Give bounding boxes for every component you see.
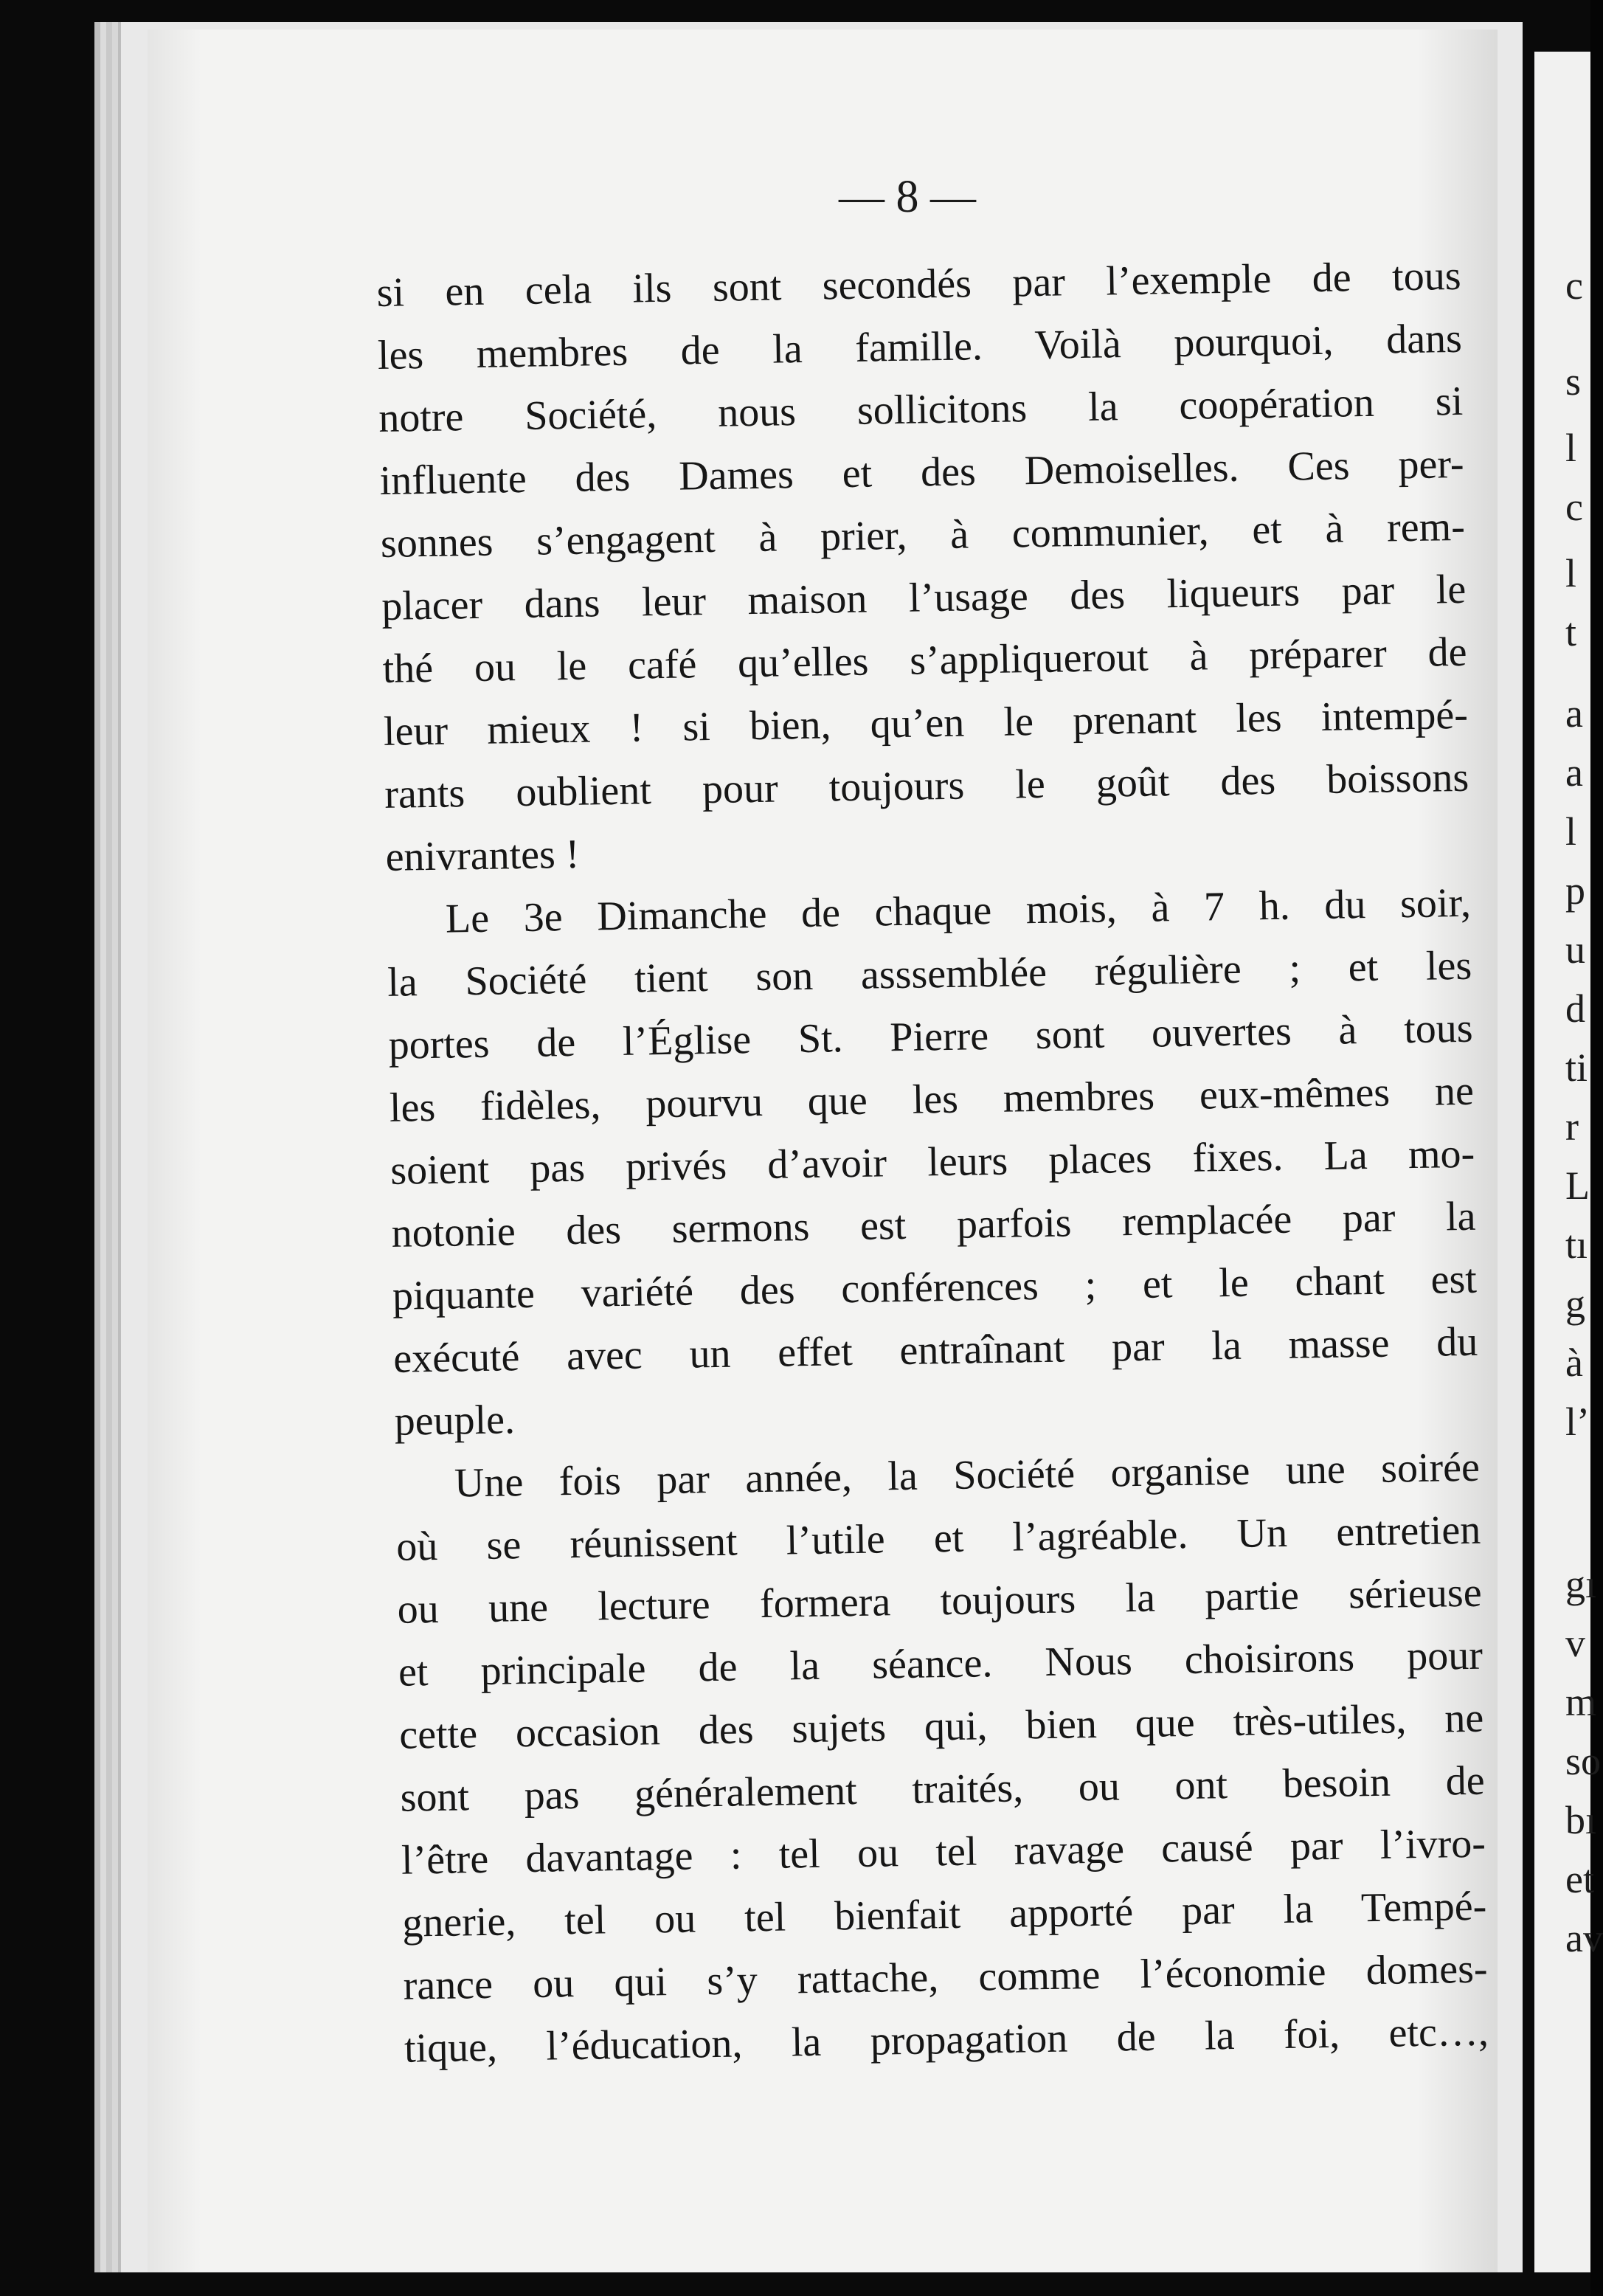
text-line: peuple. <box>394 1397 516 1445</box>
text-line: rants oublient pour toujours le goût des boissons <box>384 754 1469 817</box>
page-number: — 8 — <box>839 172 976 222</box>
text-line: l’être davantage : tel ou tel ravage causé par l’ivro- <box>401 1820 1486 1884</box>
text-line: rance ou qui s’y rattache, comme l’économie domes- <box>403 1946 1489 2009</box>
text-line: piquante variété des conférences ; et le chant est <box>392 1256 1478 1319</box>
text-line: notonie des sermons est parfois remplacée par la <box>391 1193 1476 1256</box>
next-page-text-fragment: l <box>1565 809 1577 854</box>
next-page-text-fragment: bı <box>1565 1798 1597 1842</box>
next-page-text-fragment: l <box>1565 426 1577 470</box>
text-line: sonnes s’engagent à prier, à communier, et à rem- <box>380 503 1466 567</box>
text-line: portes de l’Église St. Pierre sont ouvertes à tous <box>388 1005 1473 1068</box>
text-line: ou une lecture formera toujours la partie sérieuse <box>397 1569 1483 1633</box>
text-line: influente des Dames et des Demoiselles. Ces per- <box>379 440 1464 504</box>
next-page-text-fragment: l’ <box>1565 1400 1590 1444</box>
next-page-text-fragment: r <box>1565 1104 1579 1149</box>
text-line: gnerie, tel ou tel bienfait apporté par la Tempé- <box>401 1883 1487 1946</box>
text-line: leur mieux ! si bien, qu’en le prenant les intempé- <box>383 691 1469 755</box>
text-line: la Société tient son asssemblée régulière ; et les <box>387 942 1472 1006</box>
next-page-text-fragment: l <box>1565 551 1577 595</box>
next-page-text-fragment: ti <box>1565 1045 1588 1090</box>
next-page-text-fragment: t <box>1565 610 1577 654</box>
text-line: exécuté avec un effet entraînant par la masse du <box>392 1318 1478 1382</box>
text-line: enivrantes ! <box>385 831 580 880</box>
text-line: les membres de la famille. Voilà pourquoi, dans <box>377 315 1463 378</box>
next-page-text-fragment: L <box>1565 1163 1590 1208</box>
next-page-text-fragment: c <box>1565 263 1583 308</box>
text-line: cette occasion des sujets qui, bien que très-utiles, ne <box>398 1695 1484 1758</box>
next-page-text-fragment: a <box>1565 691 1583 736</box>
text-line: notre Société, nous sollicitons la coopération si <box>378 378 1464 441</box>
next-page-text-fragment: g <box>1565 1282 1585 1326</box>
next-page-text-fragment: u <box>1565 927 1585 972</box>
next-page-text-fragment: a <box>1565 750 1583 795</box>
next-page-text-fragment: c <box>1565 485 1583 529</box>
text-line: placer dans leur maison l’usage des liqueurs par le <box>381 566 1467 629</box>
next-page-text-fragment: à <box>1565 1341 1583 1385</box>
text-line: Le 3e Dimanche de chaque mois, à 7 h. du soir, <box>445 879 1472 942</box>
next-page-text-fragment: tı <box>1565 1223 1588 1267</box>
text-line: tique, l’éducation, la propagation de la foi, etc…, <box>404 2008 1489 2072</box>
text-line: Une fois par année, la Société organise une soirée <box>454 1444 1481 1507</box>
next-page-text-fragment: m <box>1565 1680 1597 1724</box>
text-line: sont pas généralement traités, ou ont besoin de <box>400 1757 1486 1821</box>
text-line: les fidèles, pourvu que les membres eux-mêmes ne <box>389 1068 1475 1131</box>
next-page-text-fragment: so <box>1565 1739 1602 1783</box>
text-line: soient pas privés d’avoir leurs places fixes. La mo- <box>390 1130 1475 1194</box>
text-line: si en cela ils sont secondés par l’exemple de tous <box>376 252 1461 316</box>
text-line: et principale de la séance. Nous choisirons pour <box>398 1632 1483 1695</box>
text-line: où se réunissent l’utile et l’agréable. Un entretien <box>395 1507 1481 1570</box>
text-line: thé ou le café qu’elles s’appliquerout à préparer de <box>382 629 1467 692</box>
next-page-text-fragment: et <box>1565 1857 1594 1901</box>
next-page-text-fragment: v <box>1565 1621 1585 1665</box>
next-page-text-fragment: gı <box>1565 1562 1597 1606</box>
body-text <box>376 245 1489 2081</box>
next-page-text-fragment: s <box>1565 359 1582 404</box>
next-page-edge <box>1534 52 1603 2272</box>
next-page-text-fragment: d <box>1565 986 1585 1031</box>
next-page-text-fragment: av <box>1565 1916 1603 1960</box>
next-page-text-fragment: p <box>1565 868 1585 913</box>
